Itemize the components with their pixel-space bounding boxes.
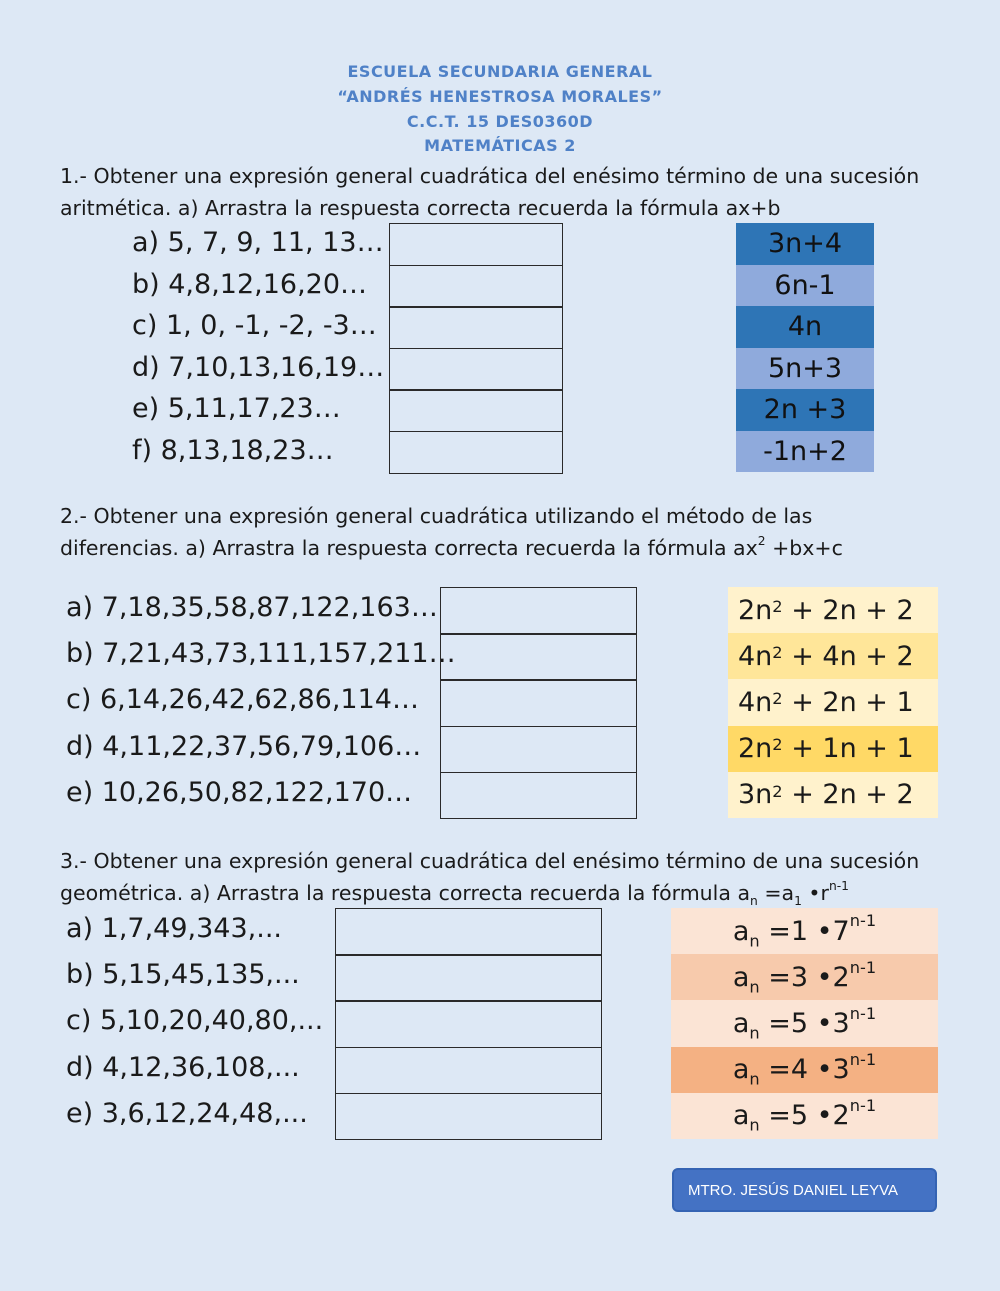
section3-line2-sup: n-1 bbox=[828, 878, 850, 893]
s3-answer-a: a bbox=[732, 1007, 750, 1039]
section1-line1: 1.- Obtener una expresión general cuadrática del enésimo término de una sucesión bbox=[60, 164, 920, 188]
s3-answer-tile-1[interactable] bbox=[671, 954, 938, 1000]
s1-drop-box-0[interactable] bbox=[389, 223, 563, 266]
s2-answer-rest: + 2n + 1 bbox=[782, 686, 914, 718]
s3-answer-exp: n-1 bbox=[849, 1049, 877, 1069]
author-button[interactable]: MTRO. JESÚS DANIEL LEYVA bbox=[672, 1168, 937, 1212]
s1-sequence-2: c) 1, 0, -1, -2, -3… bbox=[132, 310, 377, 341]
s2-answer-coef: 3n bbox=[738, 779, 773, 811]
s2-answer-rest: + 2n + 2 bbox=[782, 594, 914, 626]
section2-line2-text: diferencias. a) Arrastra la respuesta correcta recuerda la fórmula ax bbox=[60, 536, 758, 560]
s3-answer-sub: n bbox=[749, 1069, 760, 1089]
section3-line2-text: geométrica. a) Arrastra la respuesta correcta recuerda la fórmula a bbox=[60, 881, 751, 905]
s3-sequence-4: e) 3,6,12,24,48,... bbox=[66, 1097, 308, 1129]
s2-sequence-1: b) 7,21,43,73,111,157,211… bbox=[66, 638, 456, 670]
section1-line2: aritmética. a) Arrastra la respuesta correcta recuerda la fórmula ax+b bbox=[60, 196, 781, 220]
s2-answer-coef: 2n bbox=[738, 594, 773, 626]
school-subtitle: “ANDRÉS HENESTROSA MORALES” bbox=[337, 87, 663, 106]
s3-answer-mid: =3 •2 bbox=[759, 961, 850, 993]
section3-line2-sub1: n bbox=[750, 894, 758, 909]
s3-answer-formula bbox=[732, 911, 877, 950]
s3-sequence-0: a) 1,7,49,343,... bbox=[66, 913, 282, 944]
s3-answer-formula bbox=[732, 1096, 877, 1135]
s2-answer-coef: 4n bbox=[738, 686, 773, 718]
s3-answer-a: a bbox=[732, 915, 750, 947]
section3-line2-mid2: •r bbox=[801, 881, 829, 905]
s3-answer-mid: =4 •3 bbox=[759, 1054, 850, 1086]
s1-drop-box-4[interactable] bbox=[389, 389, 563, 432]
s1-drop-box-2[interactable] bbox=[389, 306, 563, 349]
s2-answer-coef: 4n bbox=[738, 640, 773, 672]
s3-answer-sub: n bbox=[749, 1115, 760, 1135]
s2-sequence-0: a) 7,18,35,58,87,122,163… bbox=[66, 592, 438, 623]
section2-line2-sup: 2 bbox=[757, 533, 766, 548]
s2-answer-rest: + 1n + 1 bbox=[782, 733, 914, 765]
s3-answer-exp: n-1 bbox=[849, 1003, 877, 1023]
s3-answer-sub: n bbox=[749, 977, 760, 997]
s1-sequence-5: f) 8,13,18,23… bbox=[132, 434, 334, 466]
section2-line1: 2.- Obtener una expresión general cuadrática utilizando el método de las bbox=[60, 504, 813, 528]
s2-drop-box-0[interactable] bbox=[440, 587, 637, 635]
section3-line2-sub2: 1 bbox=[794, 894, 802, 909]
s3-drop-box-0[interactable] bbox=[335, 908, 602, 956]
s1-answer-tile-1[interactable]: 6n-1 bbox=[736, 265, 874, 307]
s3-answer-mid: =5 •3 bbox=[759, 1007, 850, 1039]
s3-answer-a: a bbox=[732, 1054, 750, 1086]
s1-sequence-4: e) 5,11,17,23… bbox=[132, 393, 341, 424]
s3-drop-box-3[interactable] bbox=[335, 1047, 602, 1095]
s2-answer-tile-1[interactable]: 4n $^2$ + 4n + 2 bbox=[728, 633, 938, 679]
s2-answer-coef: 2n bbox=[738, 733, 773, 765]
s3-answer-mid: =1 •7 bbox=[759, 915, 850, 947]
s1-sequence-3: d) 7,10,13,16,19… bbox=[132, 351, 385, 383]
section2-instruction bbox=[60, 500, 960, 564]
s2-answer-rest: + 4n + 2 bbox=[782, 640, 914, 672]
s2-drop-box-1[interactable] bbox=[440, 633, 637, 681]
s1-drop-box-3[interactable] bbox=[389, 348, 563, 391]
s3-answer-a: a bbox=[732, 961, 750, 993]
s3-answer-exp: n-1 bbox=[849, 911, 877, 931]
s2-answer-rest: + 2n + 2 bbox=[782, 779, 914, 811]
s3-sequence-1: b) 5,15,45,135,... bbox=[66, 959, 300, 991]
s1-sequence-0: a) 5, 7, 9, 11, 13… bbox=[132, 227, 384, 258]
school-cct: C.C.T. 15 DES0360D bbox=[406, 112, 594, 131]
s1-sequence-1: b) 4,8,12,16,20… bbox=[132, 268, 368, 300]
subject-title: MATEMÁTICAS 2 bbox=[424, 136, 576, 155]
s3-answer-exp: n-1 bbox=[849, 1096, 877, 1116]
s3-answer-tile-0[interactable] bbox=[671, 908, 938, 954]
s3-answer-exp: n-1 bbox=[849, 957, 877, 977]
s1-answer-tile-2[interactable]: 4n bbox=[736, 306, 874, 348]
s3-answer-tile-2[interactable] bbox=[671, 1000, 938, 1046]
s1-drop-box-5[interactable] bbox=[389, 431, 563, 474]
s1-answer-tile-5[interactable]: -1n+2 bbox=[736, 431, 874, 473]
s2-answer-tile-4[interactable]: 3n $^2$ + 2n + 2 bbox=[728, 772, 938, 818]
s3-answer-mid: =5 •2 bbox=[759, 1100, 850, 1132]
s3-sequence-3: d) 4,12,36,108,... bbox=[66, 1051, 300, 1083]
s2-sequence-2: c) 6,14,26,42,62,86,114… bbox=[66, 684, 419, 716]
school-name: ESCUELA SECUNDARIA GENERAL bbox=[347, 62, 653, 81]
s3-answer-tile-4[interactable] bbox=[671, 1093, 938, 1139]
section3-line1: 3.- Obtener una expresión general cuadrática del enésimo término de una sucesión bbox=[60, 849, 920, 873]
s3-answer-formula bbox=[732, 957, 877, 997]
s1-answer-tile-4[interactable]: 2n +3 bbox=[736, 389, 874, 431]
s3-answer-sub: n bbox=[749, 930, 760, 950]
s2-drop-box-2[interactable] bbox=[440, 679, 637, 727]
s2-sequence-3: d) 4,11,22,37,56,79,106… bbox=[66, 730, 422, 762]
s3-answer-formula bbox=[732, 1003, 877, 1043]
s2-answer-tile-3[interactable]: 2n $^2$ + 1n + 1 bbox=[728, 726, 938, 772]
section3-instruction bbox=[60, 845, 960, 909]
s2-answer-tile-2[interactable]: 4n $^2$ + 2n + 1 bbox=[728, 679, 938, 725]
s1-answer-tile-0[interactable]: 3n+4 bbox=[736, 223, 874, 265]
section2-line2 bbox=[60, 532, 960, 564]
section3-line2-mid: =a bbox=[757, 881, 795, 905]
s1-answer-tile-3[interactable]: 5n+3 bbox=[736, 348, 874, 390]
s3-answer-formula bbox=[732, 1049, 877, 1089]
s3-drop-box-4[interactable] bbox=[335, 1093, 602, 1141]
s3-drop-box-2[interactable] bbox=[335, 1000, 602, 1048]
section1-instruction bbox=[60, 160, 960, 224]
s2-drop-box-4[interactable] bbox=[440, 772, 637, 820]
section3-line2 bbox=[60, 877, 960, 909]
s3-answer-sub: n bbox=[749, 1023, 760, 1043]
s2-drop-box-3[interactable] bbox=[440, 726, 637, 774]
s1-drop-box-1[interactable] bbox=[389, 265, 563, 308]
s2-answer-tile-0[interactable]: 2n $^2$ + 2n + 2 bbox=[728, 587, 938, 633]
section2-line2-tail: +bx+c bbox=[765, 536, 843, 560]
s3-drop-box-1[interactable] bbox=[335, 954, 602, 1002]
s3-answer-a: a bbox=[732, 1100, 750, 1132]
s3-answer-tile-3[interactable] bbox=[671, 1047, 938, 1093]
s3-sequence-2: c) 5,10,20,40,80,... bbox=[66, 1005, 324, 1037]
s2-sequence-4: e) 10,26,50,82,122,170… bbox=[66, 776, 413, 808]
